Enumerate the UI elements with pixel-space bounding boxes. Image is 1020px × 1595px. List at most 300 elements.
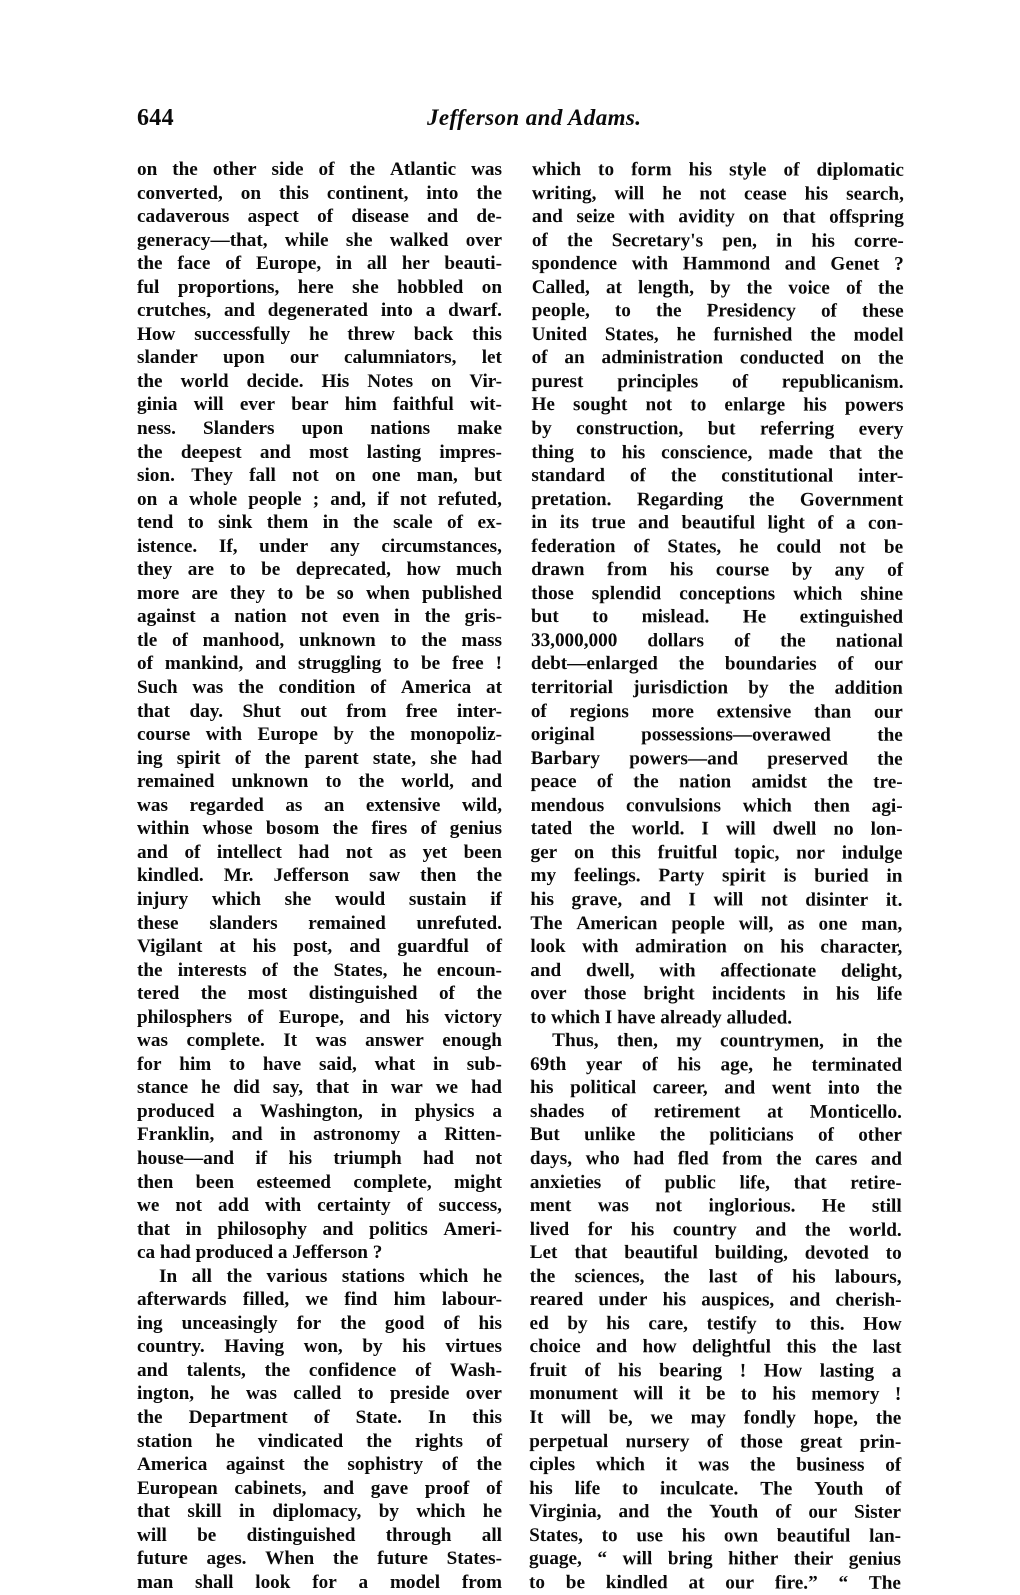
word: on xyxy=(137,488,158,510)
word: the xyxy=(172,159,198,180)
word: of xyxy=(171,629,188,651)
word: the xyxy=(877,442,904,464)
running-title: Jefferson and Adams. xyxy=(427,105,642,130)
word: the xyxy=(353,512,379,534)
word: and xyxy=(870,1148,902,1170)
word: Youth xyxy=(814,1478,864,1500)
word: people xyxy=(671,912,725,934)
word: the xyxy=(804,1219,831,1241)
word: in xyxy=(361,1077,378,1099)
word: face xyxy=(177,253,211,275)
text-line xyxy=(137,1053,502,1077)
text-line xyxy=(137,1430,502,1454)
word: was xyxy=(246,1383,277,1405)
word: at xyxy=(486,677,502,699)
word: yet xyxy=(422,841,448,863)
word: monopoliz- xyxy=(410,724,502,746)
word: of xyxy=(438,983,455,1005)
text-line xyxy=(529,1547,901,1571)
word: of xyxy=(261,959,278,981)
word: of xyxy=(885,1454,902,1476)
text-line xyxy=(137,723,502,747)
word: are xyxy=(187,559,215,581)
word: pen, xyxy=(722,230,757,252)
text-line xyxy=(137,488,502,512)
text-line xyxy=(137,888,502,912)
word: sion. xyxy=(137,465,175,487)
word: conducted xyxy=(739,347,825,369)
word: victory xyxy=(444,1006,502,1028)
word: interests xyxy=(177,959,247,981)
text-line xyxy=(531,511,903,535)
word: over xyxy=(530,983,567,1005)
word: the xyxy=(655,300,682,322)
word: the xyxy=(775,1148,802,1170)
text-line xyxy=(137,1218,502,1242)
word: to xyxy=(357,1383,374,1405)
text-line xyxy=(530,1241,902,1265)
word: its xyxy=(559,512,579,534)
word: his xyxy=(530,888,554,911)
word: his xyxy=(405,1006,430,1028)
text-line xyxy=(531,441,903,465)
text-line xyxy=(137,1500,502,1524)
word: confidence xyxy=(308,1359,397,1381)
word: it. xyxy=(885,889,903,911)
word: whose xyxy=(202,818,253,840)
word: of xyxy=(486,1430,502,1452)
word: into xyxy=(380,300,413,322)
word: original xyxy=(530,724,595,746)
word: unknown xyxy=(298,629,376,651)
word: ed xyxy=(529,1312,549,1334)
word: nation xyxy=(678,771,732,793)
word: He xyxy=(742,606,767,628)
word: reared xyxy=(529,1289,584,1311)
word: to xyxy=(393,653,410,675)
word: administration xyxy=(601,347,724,369)
word: American xyxy=(576,912,658,934)
text-line xyxy=(137,864,502,888)
word: other xyxy=(212,159,257,180)
text-line xyxy=(531,841,903,865)
word: was xyxy=(137,794,168,816)
text-line xyxy=(531,770,903,794)
word: had xyxy=(423,1147,454,1169)
word: circumstances, xyxy=(381,535,502,557)
word: all xyxy=(366,253,388,275)
word: How xyxy=(763,1360,803,1382)
word: national xyxy=(835,630,903,652)
word: a xyxy=(492,1100,502,1122)
word: not xyxy=(699,182,727,204)
word: of xyxy=(441,1454,458,1476)
word: Ritten- xyxy=(444,1124,502,1146)
word: any xyxy=(834,559,865,581)
word: deprecated, xyxy=(295,559,391,581)
word: on xyxy=(481,276,502,298)
word: esteemed xyxy=(256,1171,331,1193)
word: and xyxy=(638,512,669,534)
text-line xyxy=(531,417,903,441)
word: but xyxy=(707,418,736,440)
word: and xyxy=(618,1501,650,1523)
word: complete, xyxy=(353,1171,432,1193)
text-line xyxy=(137,1076,502,1100)
word: topic, xyxy=(734,842,780,864)
text-line xyxy=(531,558,903,582)
word: stance xyxy=(137,1077,189,1099)
word: she xyxy=(430,747,457,769)
word: ? xyxy=(894,253,904,275)
text-line xyxy=(532,323,904,347)
word: look xyxy=(530,936,566,958)
word: most xyxy=(309,441,349,463)
word: at xyxy=(219,936,236,958)
word: over xyxy=(465,229,502,251)
word: by xyxy=(567,1312,588,1334)
word: have xyxy=(262,1053,302,1075)
word: States, xyxy=(667,536,722,558)
word: might xyxy=(454,1171,502,1193)
text-line xyxy=(137,252,502,276)
word: lived xyxy=(529,1218,570,1240)
word: life xyxy=(574,1477,601,1499)
word: Europe, xyxy=(255,253,322,275)
text-line xyxy=(531,747,903,771)
word: agi- xyxy=(871,795,903,817)
word: mislead. xyxy=(641,606,710,628)
word: into xyxy=(426,182,459,204)
word: of xyxy=(887,560,904,582)
word: his xyxy=(835,983,860,1005)
word: I xyxy=(688,889,696,911)
word: crutches, xyxy=(137,300,212,322)
word: went xyxy=(771,1077,812,1099)
word: disease xyxy=(351,206,409,228)
text-line xyxy=(530,1194,902,1218)
word: federation xyxy=(531,535,616,557)
text-line xyxy=(137,464,502,488)
word: most xyxy=(247,983,288,1005)
word: this. xyxy=(809,1313,845,1335)
word: his xyxy=(662,1289,687,1311)
word: Jefferson xyxy=(273,865,350,887)
word: had xyxy=(470,1077,502,1099)
word: success, xyxy=(438,1195,502,1217)
word: If, xyxy=(218,535,238,557)
word: his xyxy=(681,1525,706,1547)
word: then, xyxy=(616,1030,658,1052)
word: the xyxy=(659,1124,686,1146)
word: of xyxy=(531,347,548,369)
text-line xyxy=(529,1406,901,1430)
word: his xyxy=(669,559,694,581)
word: republicanism. xyxy=(781,371,904,393)
word: the xyxy=(226,1265,253,1287)
word: tered xyxy=(137,983,180,1005)
word: then xyxy=(813,795,850,817)
text-line xyxy=(137,1288,502,1312)
word: philosophy xyxy=(217,1218,307,1240)
word: extinguished xyxy=(799,606,904,629)
word: Shut xyxy=(242,700,281,722)
word: on xyxy=(748,206,769,228)
word: affectionate xyxy=(720,959,817,982)
word: to xyxy=(229,559,246,581)
word: will xyxy=(137,1524,167,1546)
word: auspices, xyxy=(701,1289,775,1311)
text-line xyxy=(529,1359,901,1383)
word: nations xyxy=(370,418,431,440)
word: voice xyxy=(788,277,830,299)
word: faithful xyxy=(392,394,454,416)
word: they xyxy=(229,582,266,604)
word: intellect xyxy=(216,841,282,863)
word: this xyxy=(279,182,309,204)
word: de- xyxy=(476,206,502,228)
text-line xyxy=(137,1123,502,1147)
word: not xyxy=(292,465,319,487)
word: use xyxy=(636,1524,664,1546)
word: dwell, xyxy=(585,959,635,981)
word: guardful xyxy=(397,936,469,958)
word: an xyxy=(323,794,345,816)
word: care, xyxy=(648,1313,688,1335)
text-line xyxy=(137,276,502,300)
word: spondence xyxy=(531,253,618,275)
running-head xyxy=(137,103,777,137)
word: this xyxy=(786,1336,817,1358)
word: to xyxy=(601,1524,618,1546)
text-line xyxy=(137,1100,502,1124)
word: that xyxy=(137,1218,171,1240)
word: with xyxy=(628,206,665,228)
text-line xyxy=(137,935,502,959)
word: America xyxy=(137,1454,208,1476)
word: unceasingly xyxy=(181,1312,278,1334)
text-line xyxy=(137,1335,502,1359)
word: drawn xyxy=(531,559,585,581)
text-line xyxy=(530,1100,902,1124)
word: the xyxy=(424,606,451,628)
word: their xyxy=(793,1548,834,1570)
word: fire.” xyxy=(774,1572,818,1594)
word: under xyxy=(259,535,309,557)
word: Presidency xyxy=(706,300,796,322)
word: of xyxy=(817,1125,834,1147)
text-line xyxy=(530,1076,902,1100)
word: unknown xyxy=(231,771,309,793)
text-line xyxy=(531,582,903,606)
word: and xyxy=(471,771,502,793)
word: of xyxy=(420,818,437,840)
word: in xyxy=(842,1030,859,1052)
word: his xyxy=(780,936,804,958)
word: own xyxy=(723,1525,759,1547)
word-run: ca had produced a Jefferson ? xyxy=(137,1242,383,1264)
word: decide. xyxy=(246,370,304,392)
word: remained xyxy=(137,771,215,793)
word: of xyxy=(596,771,613,793)
text-line xyxy=(137,1406,502,1430)
word: the xyxy=(827,771,853,793)
word: state, xyxy=(372,747,416,769)
word: free xyxy=(452,653,484,675)
word: with xyxy=(205,724,243,746)
word: will xyxy=(622,1548,653,1570)
word: to xyxy=(592,606,609,628)
word: calumniators, xyxy=(343,347,457,369)
word: not xyxy=(301,606,328,628)
word: had xyxy=(471,747,502,769)
word: out xyxy=(300,700,327,722)
text-line xyxy=(137,1359,502,1383)
word: in xyxy=(802,983,819,1005)
word: to xyxy=(622,1477,639,1499)
word: a xyxy=(358,1571,369,1593)
word: was xyxy=(597,1195,629,1217)
word: the xyxy=(349,159,376,180)
word: in xyxy=(380,1100,397,1122)
word: those xyxy=(531,582,574,604)
word: that xyxy=(574,1242,608,1264)
word: 69th xyxy=(530,1053,567,1075)
word: the xyxy=(303,1454,329,1476)
word: form xyxy=(631,159,672,181)
word: inter- xyxy=(858,465,904,487)
word: shades xyxy=(529,1100,585,1122)
word: tend xyxy=(137,512,174,534)
word: fires xyxy=(371,818,408,840)
word: be xyxy=(565,1571,586,1593)
word: beauti- xyxy=(444,253,502,275)
word: day. xyxy=(189,700,224,722)
word: our xyxy=(874,654,903,676)
word: he xyxy=(215,1430,235,1452)
word: his xyxy=(804,183,829,205)
word: and xyxy=(349,936,381,958)
word: to xyxy=(187,512,204,534)
word: upon xyxy=(223,347,265,369)
word: against xyxy=(225,1454,285,1476)
text-line xyxy=(137,1241,502,1265)
word: man, xyxy=(416,465,458,487)
word: of xyxy=(406,1195,423,1217)
word: Party xyxy=(658,865,705,887)
word: that xyxy=(793,1172,827,1194)
word: and xyxy=(755,1219,787,1241)
word: a xyxy=(168,488,178,510)
word: memory xyxy=(811,1384,880,1406)
word: the xyxy=(566,229,593,251)
word: while xyxy=(284,229,329,251)
word: Youth xyxy=(709,1501,759,1523)
text-line xyxy=(532,182,904,206)
word: of xyxy=(234,747,251,769)
word: Vir- xyxy=(469,370,502,392)
word: be xyxy=(706,1383,726,1405)
word: one xyxy=(818,913,848,935)
word: the xyxy=(663,1265,690,1288)
word: ginia xyxy=(137,394,178,416)
word: future xyxy=(377,1548,428,1570)
word: under xyxy=(598,1289,648,1311)
word: model xyxy=(853,324,904,346)
word: condition xyxy=(278,677,356,699)
word: political xyxy=(570,1077,637,1099)
word: He xyxy=(531,394,555,416)
word: bright xyxy=(643,983,695,1005)
word: Europe, xyxy=(278,1006,344,1028)
word: and xyxy=(259,441,291,463)
word: with xyxy=(631,253,669,275)
word: wild, xyxy=(462,794,502,816)
word: find xyxy=(344,1289,378,1311)
word: for xyxy=(587,1218,613,1240)
word: she xyxy=(352,276,379,298)
word: we xyxy=(137,1195,160,1217)
word: of xyxy=(885,1478,902,1500)
word: Atlantic xyxy=(390,159,457,180)
text-line xyxy=(531,488,903,512)
word: seize xyxy=(576,206,615,228)
word: last xyxy=(708,1266,738,1288)
text-line xyxy=(532,299,904,323)
word: of xyxy=(611,1101,628,1123)
word: in xyxy=(394,606,411,628)
word: is xyxy=(783,865,797,887)
word: and xyxy=(724,1077,756,1099)
word: incidents xyxy=(711,983,786,1005)
word: Monticello. xyxy=(809,1101,902,1123)
word: upon xyxy=(301,418,344,440)
word: the xyxy=(633,771,659,793)
word: of xyxy=(317,206,334,228)
word: in xyxy=(776,230,793,252)
word: to xyxy=(589,441,606,463)
word: guage, xyxy=(529,1548,582,1570)
word: con- xyxy=(867,512,904,534)
word: of xyxy=(247,1006,264,1028)
word: of xyxy=(184,841,201,863)
word: unrefuted. xyxy=(416,912,502,934)
word: will xyxy=(633,1383,664,1405)
word: on xyxy=(335,465,356,487)
word-run: to which I have already alluded. xyxy=(530,1006,793,1029)
word: for xyxy=(296,1312,322,1334)
word: shall xyxy=(195,1571,234,1593)
word: man xyxy=(137,1571,174,1593)
word: one xyxy=(371,465,401,487)
word: he xyxy=(201,1077,221,1099)
text-line xyxy=(531,393,903,417)
word: with xyxy=(264,1195,302,1217)
text-line xyxy=(529,1477,901,1501)
word: and xyxy=(231,1124,263,1146)
text-line xyxy=(530,1029,902,1053)
word: had xyxy=(298,841,330,863)
word: the xyxy=(332,818,359,840)
text-line xyxy=(532,229,904,253)
word: delightful xyxy=(692,1336,771,1358)
word: will xyxy=(193,394,224,416)
text-line xyxy=(137,1171,502,1195)
word: all xyxy=(191,1265,212,1287)
word: Wash- xyxy=(449,1359,502,1381)
word: sub- xyxy=(466,1053,502,1075)
word: which xyxy=(531,159,582,181)
